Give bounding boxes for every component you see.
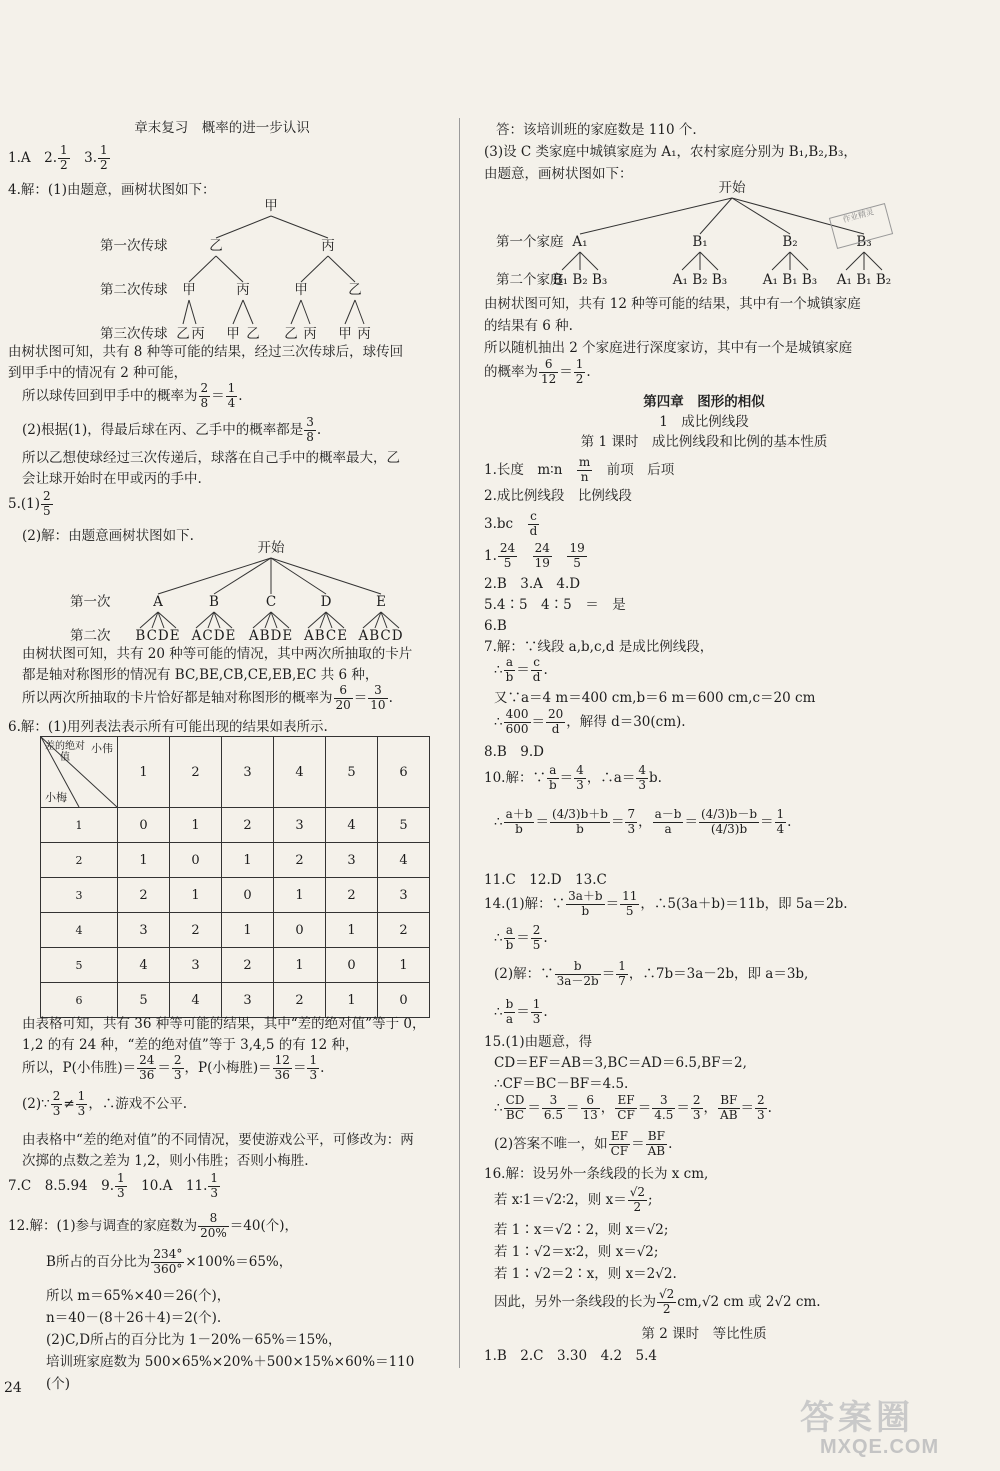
tree-diagram-1 <box>88 200 408 340</box>
tree2-leaves: ABDE <box>248 628 294 644</box>
tree3-node: B₁ <box>692 234 708 250</box>
tree3-level-1: 第一个家庭 <box>496 234 564 250</box>
answers-7-11: 7.C 8.5.94 9. $\frac{1}{3}$ 10.A 11. $\frac{1}{3}$ <box>8 1171 219 1200</box>
ans-15-d: ∴ $\frac{CD}{BC}$ ＝ $\frac{3}{6.5}$ ＝ $\frac{6}{13}$ ， $\frac{EF}{CF}$ ＝ $\frac{3}{4.5}$ ＝ $\frac{2}{3}$ ， $\frac{BF}{AB}$ ＝ $\frac{2}{3}$ . <box>494 1093 772 1122</box>
section-subtitle: 1 成比例线段 <box>659 414 749 430</box>
lesson-1-title: 第 1 课时 成比例线段和比例的基本性质 <box>580 434 828 450</box>
tree1-node: 丙 <box>236 282 250 298</box>
tree1-level-3: 第三次传球 <box>100 326 168 342</box>
tree2-level-2: 第二次 <box>70 628 111 644</box>
table-row <box>41 948 430 983</box>
tree1-node: 乙 <box>348 282 362 298</box>
ans-1: 1.长度 m∶n $\frac{m}{n}$ 前项 后项 <box>484 455 675 484</box>
tree2-node: A <box>153 594 163 610</box>
ans-15-e: (2)答案不唯一，如 $\frac{EF}{CF}$ ＝ $\frac{BF}{AB}$ . <box>494 1129 673 1158</box>
table-cell: 4 <box>378 843 430 878</box>
table-cell: 3 <box>170 948 222 983</box>
r-line-5: 的结果有 6 种. <box>484 318 573 334</box>
q4-text-3: 所以球传回到甲手中的概率为 $\frac{2}{8}$ ＝ $\frac{1}{4}$ . <box>22 381 243 410</box>
ans-1b: 1. $\frac{24}{5}$ $\frac{24}{19}$ $\frac{19}{5}$ <box>484 541 585 570</box>
ans-16-a: 若 x∶1＝√2∶2，则 x＝ $\frac{√2}{2}$ ; <box>494 1185 653 1214</box>
table-row <box>41 808 430 843</box>
table-cell: 3 <box>378 878 430 913</box>
table-corner-cell: 小伟 差的绝对值 小梅 <box>41 737 118 808</box>
section-title: 章末复习 概率的进一步认识 <box>134 120 310 136</box>
watermark-text: MXQE.COM <box>820 1436 940 1458</box>
ans-16-d: 若 1∶√2＝2∶x，则 x＝2√2. <box>494 1266 677 1282</box>
table-row-header: 5 <box>41 948 118 983</box>
ans-14-2: (2)解：∵ $\frac{b}{3a-2b}$ ＝ $\frac{1}{7}$ ，∴7b＝3a－2b，即 a＝3b, <box>494 959 809 988</box>
table-cell: 2 <box>326 878 378 913</box>
tree1-leaf: 乙 <box>246 326 260 342</box>
ans-2: 2.成比例线段 比例线段 <box>484 488 632 504</box>
ans-16-e: 因此，另外一条线段的长为 $\frac{√2}{2}$ cm,√2 cm 或 2√2 cm. <box>494 1287 821 1316</box>
table-cell: 1 <box>170 878 222 913</box>
table-col-header: 2 <box>170 737 222 808</box>
tree1-leaf: 丙 <box>303 326 317 342</box>
q4-text-4: (2)根据(1)，得最后球在丙、乙手中的概率都是 $\frac{3}{8}$ . <box>22 415 322 444</box>
ans-7-values: 又∵a＝4 m＝400 cm,b＝6 m＝600 cm,c＝20 cm <box>494 690 816 706</box>
tree2-node: C <box>265 594 277 610</box>
q4-intro: 4.解：(1)由题意，画树状图如下： <box>8 182 216 198</box>
table-cell: 1 <box>378 948 430 983</box>
tree2-node: D <box>320 594 332 610</box>
q12-line-6: 培训班家庭数为 500×65%×20%＋500×15%×60%＝110 <box>46 1354 415 1370</box>
table-cell: 1 <box>222 843 274 878</box>
tree2-leaves: BCDE <box>135 628 181 644</box>
table-cell: 0 <box>274 913 326 948</box>
tree-1-lines <box>88 200 408 340</box>
table-cell: 3 <box>222 983 274 1018</box>
table-body <box>41 808 430 1018</box>
table-cell: 2 <box>274 843 326 878</box>
table-cell: 1 <box>274 948 326 983</box>
q4-text-5: 所以乙想使球经过三次传递后，球落在自己手中的概率最大，乙 <box>22 450 400 466</box>
ans-7-solve: ∴ $\frac{400}{600}$ ＝ $\frac{20}{d}$ ，解得 d＝30(cm). <box>494 707 686 736</box>
tree3-leaves: B₁ B₂ B₃ <box>552 272 608 288</box>
ans-16: 16.解：设另外一条线段的长为 x cm, <box>484 1166 709 1182</box>
q4-text-1: 由树状图可知，共有 8 种等可能的结果，经过三次传球后，球传回 <box>8 344 404 360</box>
tree1-node: 甲 <box>294 282 308 298</box>
ans-10: 10.解：∵ $\frac{a}{b}$ ＝ $\frac{4}{3}$ ，∴a＝ $\frac{4}{3}$ b. <box>484 763 662 792</box>
stamp-mark: 作业精灵 <box>829 203 893 249</box>
table-cell: 1 <box>274 878 326 913</box>
tree1-level-1: 第一次传球 <box>100 238 168 254</box>
tree2-node: E <box>376 594 386 610</box>
ans-2-4: 2.B 3.A 4.D <box>484 576 581 592</box>
q12-line-3: 所以 m＝65%×40＝26(个)， <box>46 1288 231 1304</box>
tree3-leaves: A₁ B₁ B₂ <box>836 272 892 288</box>
table-cell: 2 <box>274 983 326 1018</box>
table-cell: 5 <box>378 808 430 843</box>
table-cell: 3 <box>118 913 170 948</box>
q6-text-5: 由表格中“差的绝对值”的不同情况，要使游戏公平，可修改为：两 <box>22 1132 414 1148</box>
tree1-leaf: 乙 <box>284 326 298 342</box>
r-line-6: 所以随机抽出 2 个家庭进行深度家访，其中有一个是城镇家庭 <box>484 340 853 356</box>
table-row <box>41 843 430 878</box>
column-divider <box>459 118 460 1368</box>
table-cell: 2 <box>378 913 430 948</box>
ans-10-calc: ∴ $\frac{a+b}{b}$ ＝ $\frac{(4/3)b+b}{b}$ ＝ $\frac{7}{3}$ ， $\frac{a-b}{a}$ ＝ $\frac{(4/3)b-b}{(4/3)b}$ ＝ $\frac{1}{4}$ . <box>494 807 792 836</box>
tree2-node: B <box>209 594 219 610</box>
table-row-header: 2 <box>41 843 118 878</box>
ans-16-b: 若 1∶x＝√2∶2，则 x＝√2; <box>494 1222 669 1238</box>
q5-2: (2)解：由题意画树状图如下. <box>22 528 194 544</box>
tree2-level-1: 第一次 <box>70 594 111 610</box>
table-col-header: 5 <box>326 737 378 808</box>
tree3-node: B₂ <box>782 234 798 250</box>
page-number: 24 <box>4 1380 22 1396</box>
tree3-node: A₁ <box>572 234 588 250</box>
ans-14-1b: ∴ $\frac{a}{b}$ ＝ $\frac{2}{5}$ . <box>494 923 548 952</box>
table-cell: 0 <box>118 808 170 843</box>
table-cell: 2 <box>222 808 274 843</box>
ans-5: 5.4∶5 4∶5 ＝ 是 <box>484 597 626 613</box>
tree1-root: 甲 <box>264 198 278 214</box>
q12-line-2: B所占的百分比为 $\frac{234^\circ}{360^\circ}$ ×100%＝65%， <box>46 1247 293 1276</box>
chapter-title: 第四章 图形的相似 <box>643 394 765 410</box>
table-cell: 1 <box>326 913 378 948</box>
q12-line-5: (2)C,D所占的百分比为 1－20%－65%＝15%， <box>46 1332 342 1348</box>
ans-15-c: ∴CF＝BC－BF＝4.5. <box>494 1076 629 1092</box>
tree2-leaves: ACDE <box>191 628 237 644</box>
table-row <box>41 878 430 913</box>
watermark-cn: 答案圈 <box>800 1398 914 1438</box>
ans-15: 15.(1)由题意，得 <box>484 1034 593 1050</box>
table-cell: 3 <box>326 843 378 878</box>
table-col-header: 6 <box>378 737 430 808</box>
results-table <box>40 736 430 1018</box>
ans-14-2b: ∴ $\frac{b}{a}$ ＝ $\frac{1}{3}$ . <box>494 997 548 1026</box>
table-cell: 0 <box>326 948 378 983</box>
tree3-leaves: A₁ B₂ B₃ <box>672 272 728 288</box>
table-cell: 0 <box>378 983 430 1018</box>
table-row-header: 4 <box>41 913 118 948</box>
tree1-node: 乙 <box>209 238 223 254</box>
table-col-header: 4 <box>274 737 326 808</box>
table-cell: 4 <box>170 983 222 1018</box>
table-col-header: 3 <box>222 737 274 808</box>
watermark-logo <box>790 1390 990 1465</box>
tree3-leaves: A₁ B₁ B₃ <box>762 272 818 288</box>
lesson-2-title: 第 2 课时 等比性质 <box>641 1326 767 1342</box>
tree1-leaf: 乙 <box>176 326 190 342</box>
table-row-header: 3 <box>41 878 118 913</box>
ans-7-ratio: ∴ $\frac{a}{b}$ ＝ $\frac{c}{d}$ . <box>494 655 548 684</box>
table-row <box>41 913 430 948</box>
table-row-header: 6 <box>41 983 118 1018</box>
answer-1-3: 1.A 2. $\frac{1}{2}$ 3. $\frac{1}{2}$ <box>8 143 108 172</box>
tree3-level-2: 第二个家庭 <box>496 272 564 288</box>
table-cell: 0 <box>170 843 222 878</box>
tree1-level-2: 第二次传球 <box>100 282 168 298</box>
q5-1: 5.(1) $\frac{2}{5}$ <box>8 489 51 518</box>
ans-last: 1.B 2.C 3.30 4.2 5.4 <box>484 1348 658 1364</box>
q6-text-1: 由表格可知，共有 36 种等可能的结果，其中“差的绝对值”等于 0， <box>22 1016 426 1032</box>
table-cell: 4 <box>326 808 378 843</box>
table-cell: 0 <box>222 878 274 913</box>
ans-16-c: 若 1∶√2＝x∶2，则 x＝√2; <box>494 1244 659 1260</box>
ans-8-9: 8.B 9.D <box>484 744 545 760</box>
tree3-root: 开始 <box>718 180 746 196</box>
table-cell: 1 <box>326 983 378 1018</box>
tree1-leaf: 丙 <box>357 326 371 342</box>
table-cell: 2 <box>118 878 170 913</box>
tree1-node: 甲 <box>182 282 196 298</box>
table-cell: 1 <box>118 843 170 878</box>
r-line-7: 的概率为 $\frac{6}{12}$ ＝ $\frac{1}{2}$ . <box>484 357 591 386</box>
q12-line-7: (个) <box>46 1376 71 1392</box>
table-cell: 4 <box>118 948 170 983</box>
q6-text-3: 所以，P(小伟胜)＝ $\frac{24}{36}$ ＝ $\frac{2}{3}$ ，P(小梅胜)＝ $\frac{12}{36}$ ＝ $\frac{1}{3}$ . <box>22 1053 325 1082</box>
q6-text-4: (2)∵ $\frac{2}{3}$ ≠ $\frac{1}{3}$ ，∴游戏不公平. <box>22 1089 188 1118</box>
table-cell: 5 <box>118 983 170 1018</box>
tree-2-lines <box>66 542 426 642</box>
r-line-3: 由题意，画树状图如下： <box>484 166 633 182</box>
tree1-node: 丙 <box>321 238 335 254</box>
table-header-row <box>41 737 430 808</box>
table-cell: 1 <box>170 808 222 843</box>
r-line-1: 答：该培训班的家庭数是 110 个. <box>496 122 697 138</box>
q6-text-2: 1,2 的有 24 种，“差的绝对值”等于 3,4,5 的有 12 种， <box>22 1037 359 1053</box>
table-row-header: 1 <box>41 808 118 843</box>
q6-intro: 6.解：(1)用列表法表示所有可能出现的结果如表所示. <box>8 719 328 735</box>
tree1-leaf: 甲 <box>226 326 240 342</box>
tree2-root: 开始 <box>257 540 285 556</box>
tree2-leaves: ABCD <box>358 628 404 644</box>
q6-text-6: 次掷的点数之差为 1,2，则小伟胜；否则小梅胜. <box>22 1153 309 1169</box>
ans-7: 7.解：∵线段 a,b,c,d 是成比例线段， <box>484 639 714 655</box>
table-col-header: 1 <box>118 737 170 808</box>
q5-text-1: 由树状图可知，共有 20 种等可能的情况，其中两次所抽取的卡片 <box>22 646 413 662</box>
table-row <box>41 983 430 1018</box>
q5-text-2: 都是轴对称图形的情况有 BC,BE,CB,CE,EB,EC 共 6 种， <box>22 667 379 683</box>
q5-text-3: 所以两次所抽取的卡片恰好都是轴对称图形的概率为 $\frac{6}{20}$ ＝ $\frac{3}{10}$ . <box>22 683 393 712</box>
q4-text-2: 到甲手中的情况有 2 种可能， <box>8 365 188 381</box>
ans-6: 6.B <box>484 618 507 634</box>
q4-text-6: 会让球开始时在甲或丙的手中. <box>22 471 202 487</box>
q12-line-1: 12.解：(1)参与调查的家庭数为 $\frac{8}{20\%}$ ＝40(个)， <box>8 1211 298 1240</box>
tree1-leaf: 甲 <box>338 326 352 342</box>
tree3-node: B₃ <box>856 234 872 250</box>
table-cell: 1 <box>222 913 274 948</box>
table-cell: 2 <box>222 948 274 983</box>
tree2-leaves: ABCE <box>303 628 349 644</box>
tree1-leaf: 丙 <box>191 326 205 342</box>
table-cell: 3 <box>274 808 326 843</box>
ans-11-13: 11.C 12.D 13.C <box>484 872 607 888</box>
r-line-2: (3)设 C 类家庭中城镇家庭为 A₁，农村家庭分别为 B₁,B₂,B₃， <box>484 144 857 160</box>
ans-14-1: 14.(1)解：∵ $\frac{3a+b}{b}$ ＝ $\frac{11}{5}$ ，∴5(3a＋b)＝11b，即 5a＝2b. <box>484 889 848 918</box>
ans-3: 3.bc $\frac{c}{d}$ <box>484 509 538 538</box>
table-cell: 2 <box>170 913 222 948</box>
r-line-4: 由树状图可知，共有 12 种等可能的结果，其中有一个城镇家庭 <box>484 296 861 312</box>
q12-line-4: n＝40－(8＋26＋4)＝2(个). <box>46 1310 222 1326</box>
tree-diagram-2 <box>66 542 426 642</box>
ans-15-b: CD＝EF＝AB＝3,BC＝AD＝6.5,BF＝2, <box>494 1055 747 1071</box>
